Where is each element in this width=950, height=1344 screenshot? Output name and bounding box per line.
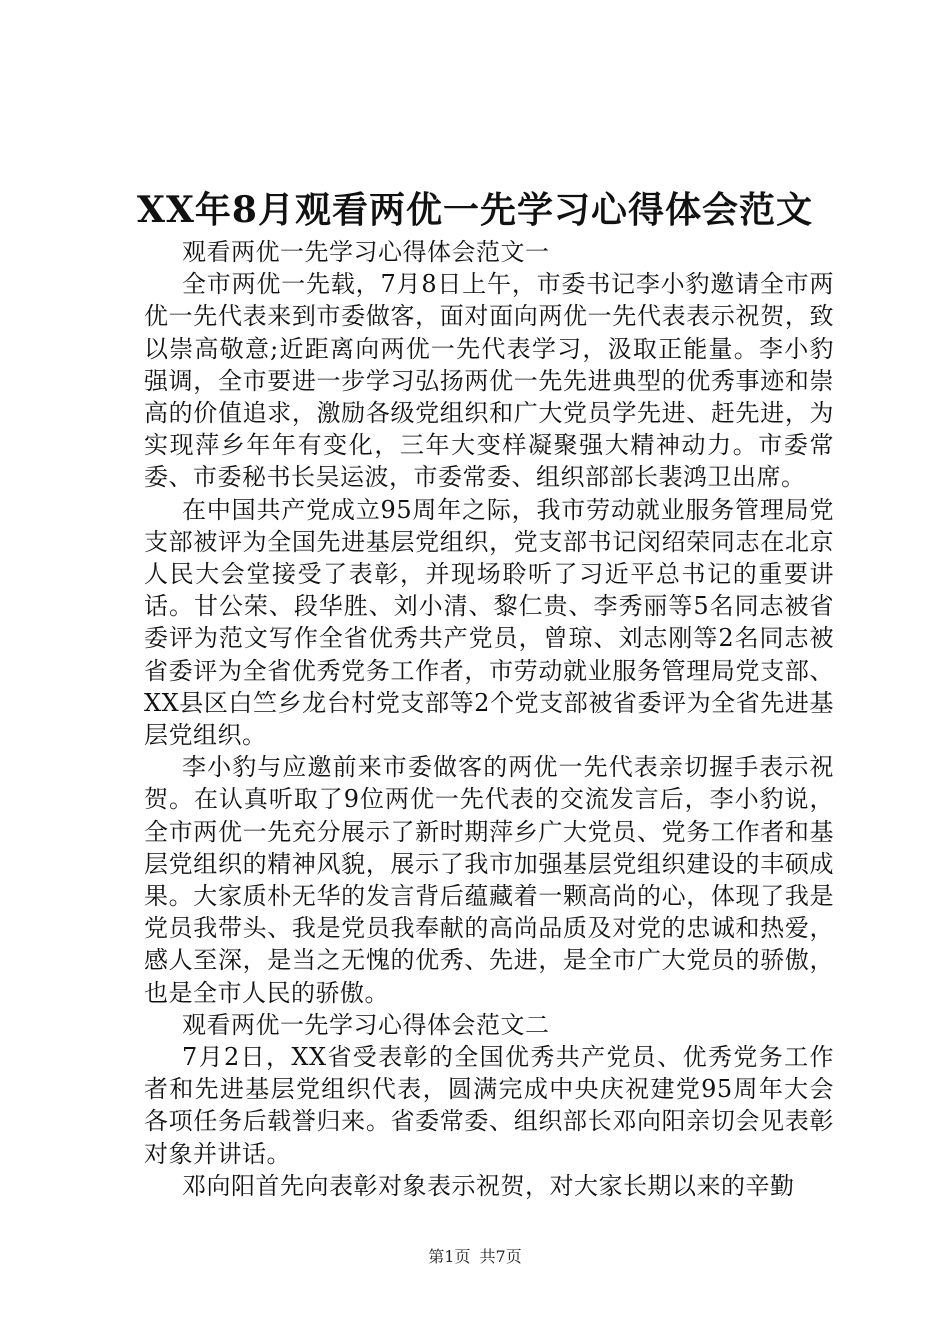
page-footer (0, 1247, 950, 1267)
paragraph: 邓向阳首先向表彰对象表示祝贺，对大家长期以来的辛勤 (182, 1171, 795, 1200)
document-body (144, 236, 834, 1202)
paragraph: 7月2日，XX省受表彰的全国优秀共产党员、优秀党务工作者和先进基层党组织代表，圆满完成中央庆祝建党95周年大会各项任务后载誉归来。省委常委、组织部长邓向阳亲切会见表彰对象并讲话。 (144, 1043, 834, 1168)
paragraph: 全市两优一先载，7月8日上午，市委书记李小豹邀请全市两优一先代表来到市委做客，面对面向两优一先代表表示祝贺，致以崇高敬意;近距离向两优一先代表学习，汲取正能量。李小豹强调，全市要进一步学习弘扬两优一先先进典型的优秀事迹和崇高的价值追求，激励各级党组织和广大党员学先进、赶先进，为实现萍乡年年有变化，三年大变样凝聚强大精神动力。市委常委、市委秘书长吴运波，市委常委、组织部部长裴鸿卫出席。 (144, 270, 834, 492)
section-heading-1: 观看两优一先学习心得体会范文一 (182, 238, 550, 266)
paragraph: 在中国共产党成立95周年之际，我市劳动就业服务管理局党支部被评为全国先进基层党组织，党支部书记闵绍荣同志在北京人民大会堂接受了表彰，并现场聆听了习近平总书记的重要讲话。甘公荣、段华胜、刘小清、黎仁贵、李秀丽等5名同志被省委评为范文写作全省优秀共产党员，曾琼、刘志刚等2名同志被省委评为全省优秀党务工作者，市劳动就业服务管理局党支部、XX县区白竺乡龙台村党支部等2个党支部被省委评为全省先进基层党组织。 (144, 495, 834, 750)
section-heading-2: 观看两优一先学习心得体会范文二 (182, 1010, 550, 1039)
page-total: 共7页 (479, 1247, 522, 1266)
paragraph: 李小豹与应邀前来市委做客的两优一先代表亲切握手表示祝贺。在认真听取了9位两优一先代表的交流发言后，李小豹说，全市两优一先充分展示了新时期萍乡广大党员、党务工作者和基层党组织的精神风貌，展示了我市加强基层党组织建设的丰硕成果。大家质朴无华的发言背后蕴藏着一颗高尚的心，体现了我是党员我带头、我是党员我奉献的高尚品质及对党的忠诚和热爱，感人至深，是当之无愧的优秀、先进，是全市广大党员的骄傲，也是全市人民的骄傲。 (144, 753, 834, 1007)
page-number: 第1页 (428, 1247, 471, 1266)
document-title: XX年8月观看两优一先学习心得体会范文 (137, 189, 813, 231)
